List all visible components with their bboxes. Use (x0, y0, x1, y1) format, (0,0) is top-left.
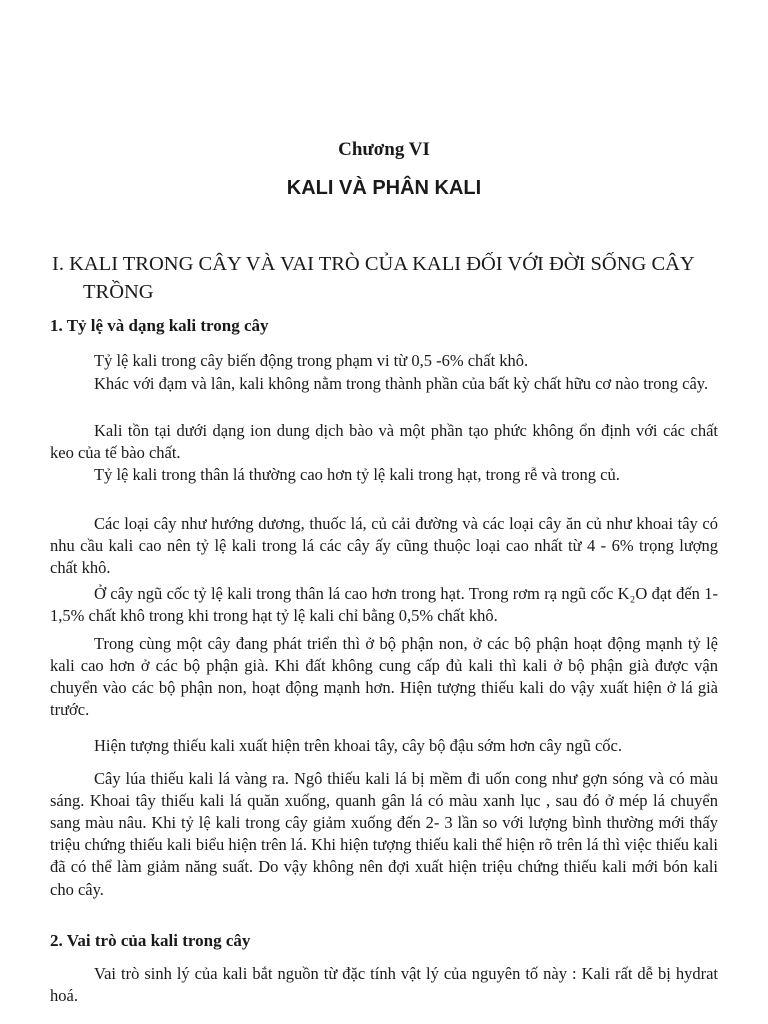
subsection-1-heading: 1. Tỷ lệ và dạng kali trong cây (50, 316, 269, 335)
chapter-title: KALI VÀ PHÂN KALI (286, 177, 482, 199)
paragraph: Tỷ lệ kali trong thân lá thường cao hơn tỷ lệ kali trong hạt, trong rễ và trong củ. (94, 464, 620, 484)
paragraph: Khác với đạm và lân, kali không nằm trong thành phần của bất kỳ chất hữu cơ nào trong cây. (94, 373, 709, 393)
chapter-label: Chương VI (338, 139, 430, 160)
section-heading-line2: TRỒNG (83, 281, 154, 303)
paragraph: Tỷ lệ kali trong cây biến động trong phạm vi từ 0,5 -6% chất khô. (94, 350, 529, 370)
section-heading (52, 250, 742, 306)
paragraph: Ở cây ngũ cốc tỷ lệ kali trong thân lá cao hơn trong hạt. Trong rơm rạ ngũ cốc K₂O đạt đến 1-1,5% chất khô trong khi trong hạt tỷ lệ kali chỉ bằng 0,5% chất khô. (50, 583, 718, 625)
section-heading-line1: I. KALI TRONG CÂY VÀ VAI TRÒ CỦA KALI ĐỐI VỚI ĐỜI SỐNG CÂY (52, 253, 695, 275)
paragraph: Trong cùng một cây đang phát triển thì ở bộ phận non, ở các bộ phận hoạt động mạnh tỷ lệ kali cao hơn ở các bộ phận già. Khi đất không cung cấp đủ kali thì kali ở bộ phận già được vận chuyển vào các bộ phận non, hoạt động mạnh hơn. Hiện tượng thiếu kali do vậy xuất hiện ở lá già trước. (50, 633, 718, 720)
paragraph: Kali tồn tại dưới dạng ion dung dịch bào và một phần tạo phức không ổn định với các chất keo của tế bào chất. (50, 420, 718, 462)
paragraph: Cây lúa thiếu kali lá vàng ra. Ngô thiếu kali lá bị mềm đi uốn cong như gợn sóng và có màu sáng. Khoai tây thiếu kali lá quăn xuống, quanh gân lá có màu xanh lục , sau đó ở mép lá chuyển sang màu nâu. Khi tỷ lệ kali trong cây giảm xuống đến 2- 3 lần so với lượng bình thường mới thấy triệu chứng thiếu kali biểu hiện trên lá. Khi hiện tượng thiếu kali thể hiện rõ trên lá thì việc thiếu kali đã có thể làm giảm năng suất. Do vậy không nên đợi xuất hiện triệu chứng thiếu kali mới bón kali cho cây. (50, 768, 718, 899)
paragraph: Các loại cây như hướng dương, thuốc lá, củ cải đường và các loại cây ăn củ như khoai tây có nhu cầu kali cao nên tỷ lệ kali trong lá các cây ấy cũng thuộc loại cao nhất từ 4 - 6% trọng lượng chất khô. (50, 513, 718, 577)
paragraph: Hiện tượng thiếu kali xuất hiện trên khoai tây, cây bộ đậu sớm hơn cây ngũ cốc. (94, 735, 622, 755)
subsection-2-heading: 2. Vai trò của kali trong cây (50, 931, 251, 950)
paragraph: Vai trò sinh lý của kali bắt nguồn từ đặc tính vật lý của nguyên tố này : Kali rất dễ bị hydrat hoá. (50, 963, 718, 1005)
